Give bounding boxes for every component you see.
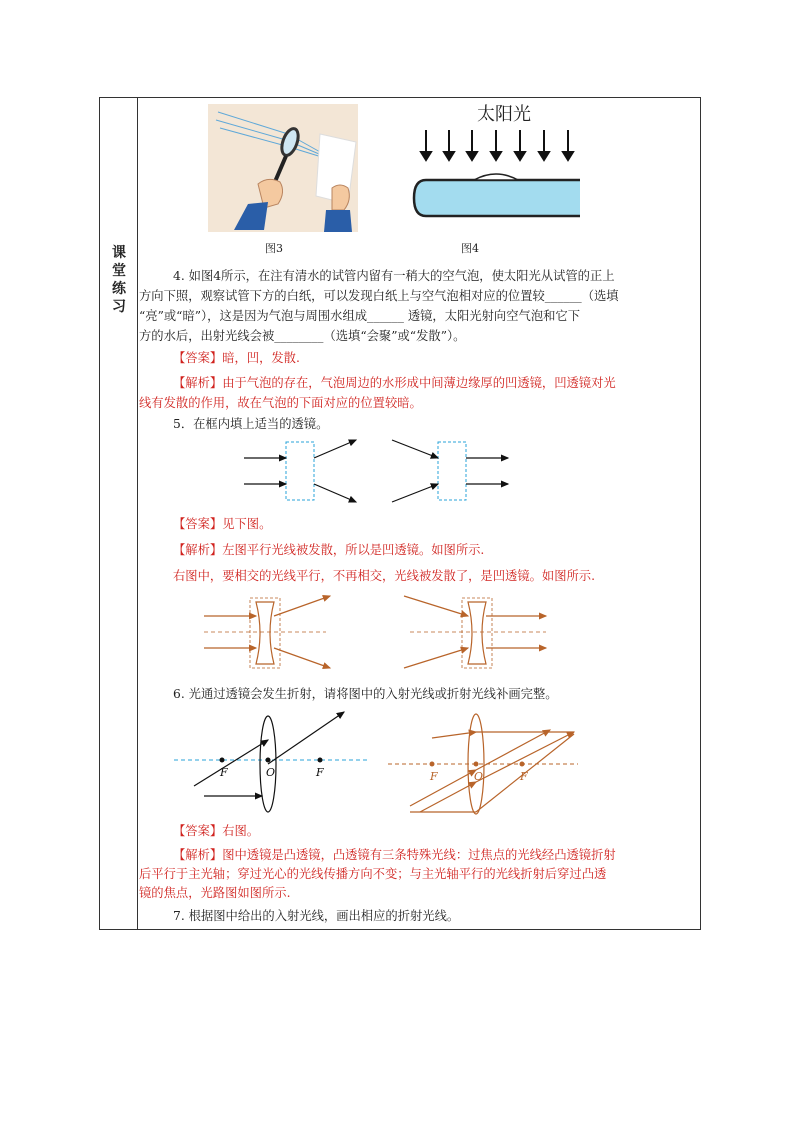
q4-analysis-line-1: 【解析】由于气泡的存在，气泡周边的水形成中间薄边缘厚的凹透镜，凹透镜对光 xyxy=(173,376,616,390)
q5-answer-concave-lens-diagram xyxy=(200,592,550,670)
q5-analysis-line-1: 【解析】左图平行光线被发散，所以是凹透镜。如图所示. xyxy=(173,543,485,557)
side-label: 课堂练习 xyxy=(112,245,126,315)
q4-line-1: 4. 如图4所示，在注有清水的试管内留有一稍大的空气泡，使太阳光从试管的正上 xyxy=(173,269,615,283)
q4-line-3: “亮”或“暗”），这是因为气泡与周围水组成______ 透镜，太阳光射向空气泡和它下 xyxy=(139,309,581,323)
q6-analysis-line-1: 【解析】图中透镜是凸透镜，凸透镜有三条特殊光线：过焦点的光线经凸透镜折射 xyxy=(173,848,616,862)
q6-right-focus-label: F xyxy=(430,770,438,783)
q5-blank-lens-diagram xyxy=(240,438,512,504)
q6-analysis-line-3: 镜的焦点，光路图如图所示. xyxy=(139,886,291,900)
q6-convex-lens-diagrams xyxy=(170,708,580,820)
q4-line-4: 方的水后，出射光线会被________（选填“会聚”或“发散”）。 xyxy=(139,329,466,343)
q4-line-2: 方向下照，观察试管下方的白纸，可以发现白纸上与空气泡相对应的位置较______（选填 xyxy=(139,289,619,303)
q6-right-center-label: O xyxy=(474,770,484,783)
figure-4-test-tube-diagram xyxy=(412,124,584,224)
side-column xyxy=(100,98,138,929)
q5-answer: 【答案】见下图。 xyxy=(173,517,272,531)
q6-analysis-line-2: 后平行于主光轴；穿过光心的光线传播方向不变；与主光轴平行的光线折射后穿过凸透 xyxy=(139,867,607,881)
q6-right-focus2-label: F xyxy=(520,770,528,783)
q6-left-focus2-label: F xyxy=(316,766,324,779)
q5-analysis-line-2: 右图中，要相交的光线平行，不再相交，光线被发散了，是凹透镜。如图所示. xyxy=(173,569,596,583)
q7-question: 7. 根据图中给出的入射光线，画出相应的折射光线。 xyxy=(173,909,460,923)
figure-4-title: 太阳光 xyxy=(477,104,531,125)
q6-question: 6. 光通过透镜会发生折射，请将图中的入射光线或折射光线补画完整。 xyxy=(173,687,558,701)
figure-4-caption: 图4 xyxy=(461,242,479,255)
figure-3-caption: 图3 xyxy=(265,242,283,255)
q4-answer: 【答案】暗，凹，发散. xyxy=(173,351,300,365)
figure-3-magnifier-illustration xyxy=(208,104,358,232)
q5-question: 5．在框内填上适当的透镜。 xyxy=(173,417,329,431)
q6-left-center-label: O xyxy=(266,766,276,779)
q4-analysis-line-2: 线有发散的作用，故在气泡的下面对应的位置较暗。 xyxy=(139,396,422,410)
q6-answer: 【答案】右图。 xyxy=(173,824,260,838)
q6-left-focus-label: F xyxy=(220,766,228,779)
